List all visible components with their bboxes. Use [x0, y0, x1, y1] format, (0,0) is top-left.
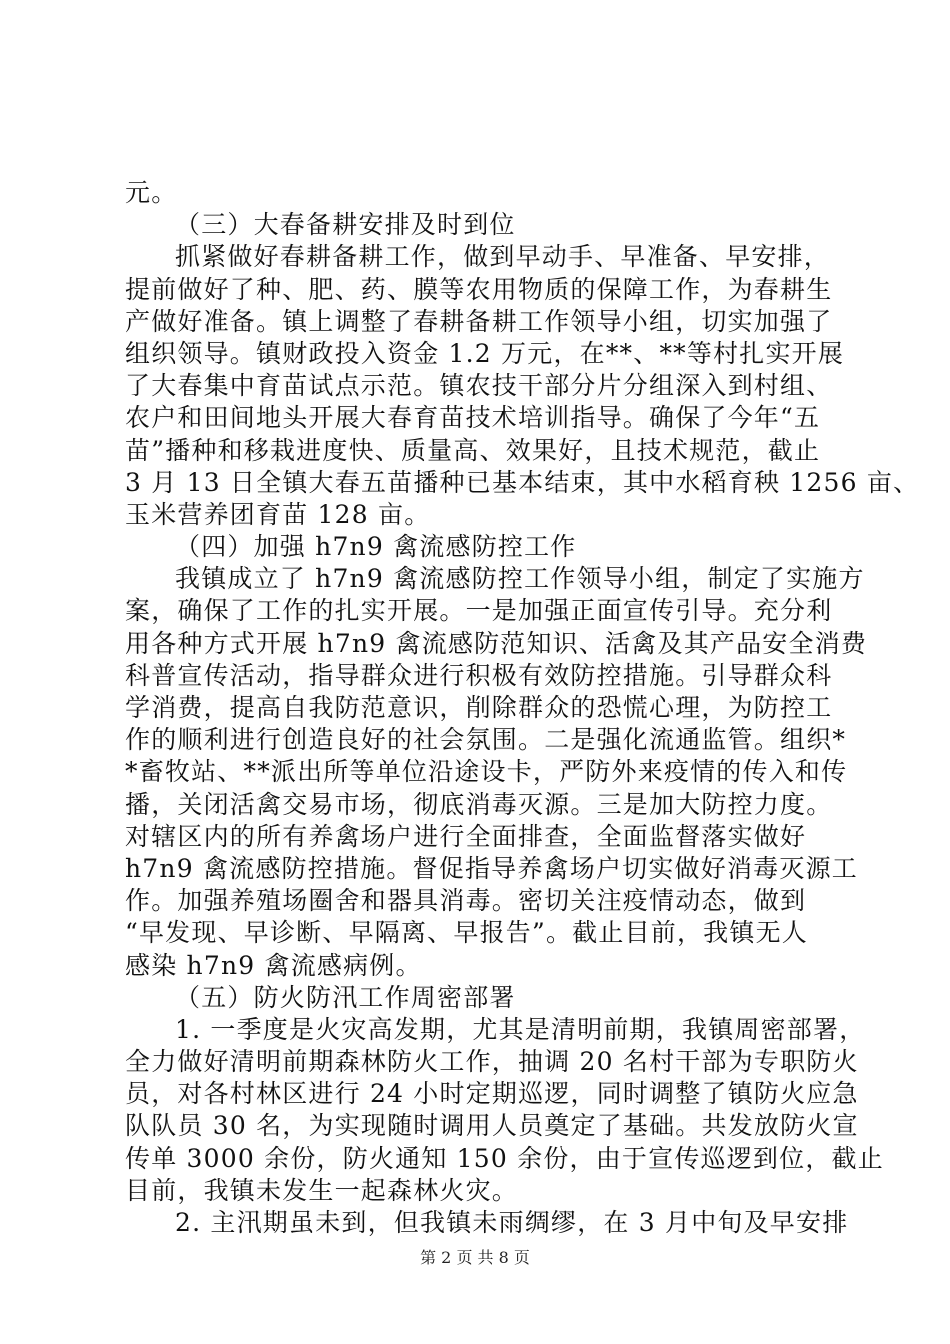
text-line: 抓紧做好春耕备耕工作，做到早动手、早准备、早安排， [175, 242, 831, 272]
text-line: h7n9 禽流感防控措施。督促指导养禽场户切实做好消毒灭源工 [125, 853, 858, 883]
text-line: 队队员 30 名，为实现随时调用人员奠定了基础。共发放防火宣 [125, 1111, 859, 1141]
text-line: 案，确保了工作的扎实开展。一是加强正面宣传引导。充分利 [125, 596, 833, 626]
text-line: 学消费，提高自我防范意识，削除群众的恐慌心理，为防控工 [125, 693, 833, 722]
text-line: 元。 [125, 178, 178, 207]
text-line: 员，对各村林区进行 24 小时定期巡逻，同时调整了镇防火应急 [125, 1079, 859, 1109]
text-line: 对辖区内的所有养禽场户进行全面排查，全面监督落实做好 [125, 821, 807, 851]
section-heading-5: （五）防火防汛工作周密部署 [175, 982, 516, 1012]
text-line: 农户和田间地头开展大春育苗技术培训指导。确保了今年“五 [125, 403, 821, 433]
text-line: 作的顺利进行创造良好的社会氛围。二是强化流通监管。组织* [125, 725, 847, 755]
page-number-footer: 第 2 页 共 8 页 [420, 1248, 530, 1267]
text-line: 苗”播种和移栽进度快、质量高、效果好，且技术规范，截止 [125, 435, 821, 465]
text-line: “早发现、早诊断、早隔离、早报告”。截止目前，我镇无人 [125, 918, 808, 948]
text-line: 3 月 13 日全镇大春五苗播种已基本结束，其中水稻育秧 1256 亩、 [125, 467, 920, 497]
text-line: 传单 3000 余份，防火通知 150 余份，由于宣传巡逻到位，截止 [125, 1143, 884, 1173]
text-line: 我镇成立了 h7n9 禽流感防控工作领导小组，制定了实施方 [175, 564, 865, 594]
text-line: 播，关闭活禽交易市场，彻底消毒灭源。三是加大防控力度。 [125, 789, 833, 819]
section-heading-4: （四）加强 h7n9 禽流感防控工作 [175, 532, 577, 562]
text-line: 感染 h7n9 禽流感病例。 [125, 950, 422, 980]
text-line: 了大春集中育苗试点示范。镇农技干部分片分组深入到村组、 [125, 371, 833, 401]
document-body [125, 177, 920, 1239]
text-line: 用各种方式开展 h7n9 禽流感防范知识、活禽及其产品安全消费 [125, 628, 868, 658]
text-line: 1. 一季度是火灾高发期，尤其是清明前期，我镇周密部署， [175, 1014, 866, 1044]
text-line: 全力做好清明前期森林防火工作，抽调 20 名村干部为专职防火 [125, 1047, 859, 1077]
text-line: *畜牧站、**派出所等单位沿途设卡，严防外来疫情的传入和传 [125, 757, 848, 787]
text-line: 2. 主汛期虽未到，但我镇未雨绸缪，在 3 月中旬及早安排 [175, 1208, 849, 1237]
text-line: 作。加强养殖场圈舍和器具消毒。密切关注疫情动态，做到 [125, 886, 807, 916]
text-line: 组织领导。镇财政投入资金 1.2 万元，在**、**等村扎实开展 [125, 338, 845, 368]
text-line: 科普宣传活动，指导群众进行积极有效防控措施。引导群众科 [125, 660, 833, 690]
text-line: 目前，我镇未发生一起森林火灾。 [125, 1175, 519, 1205]
text-line: 玉米营养团育苗 128 亩。 [125, 499, 431, 529]
section-heading-3: （三）大春备耕安排及时到位 [175, 210, 516, 240]
text-line: 提前做好了种、肥、药、膜等农用物质的保障工作，为春耕生 [125, 274, 833, 304]
text-line: 产做好准备。镇上调整了春耕备耕工作领导小组，切实加强了 [125, 306, 833, 336]
